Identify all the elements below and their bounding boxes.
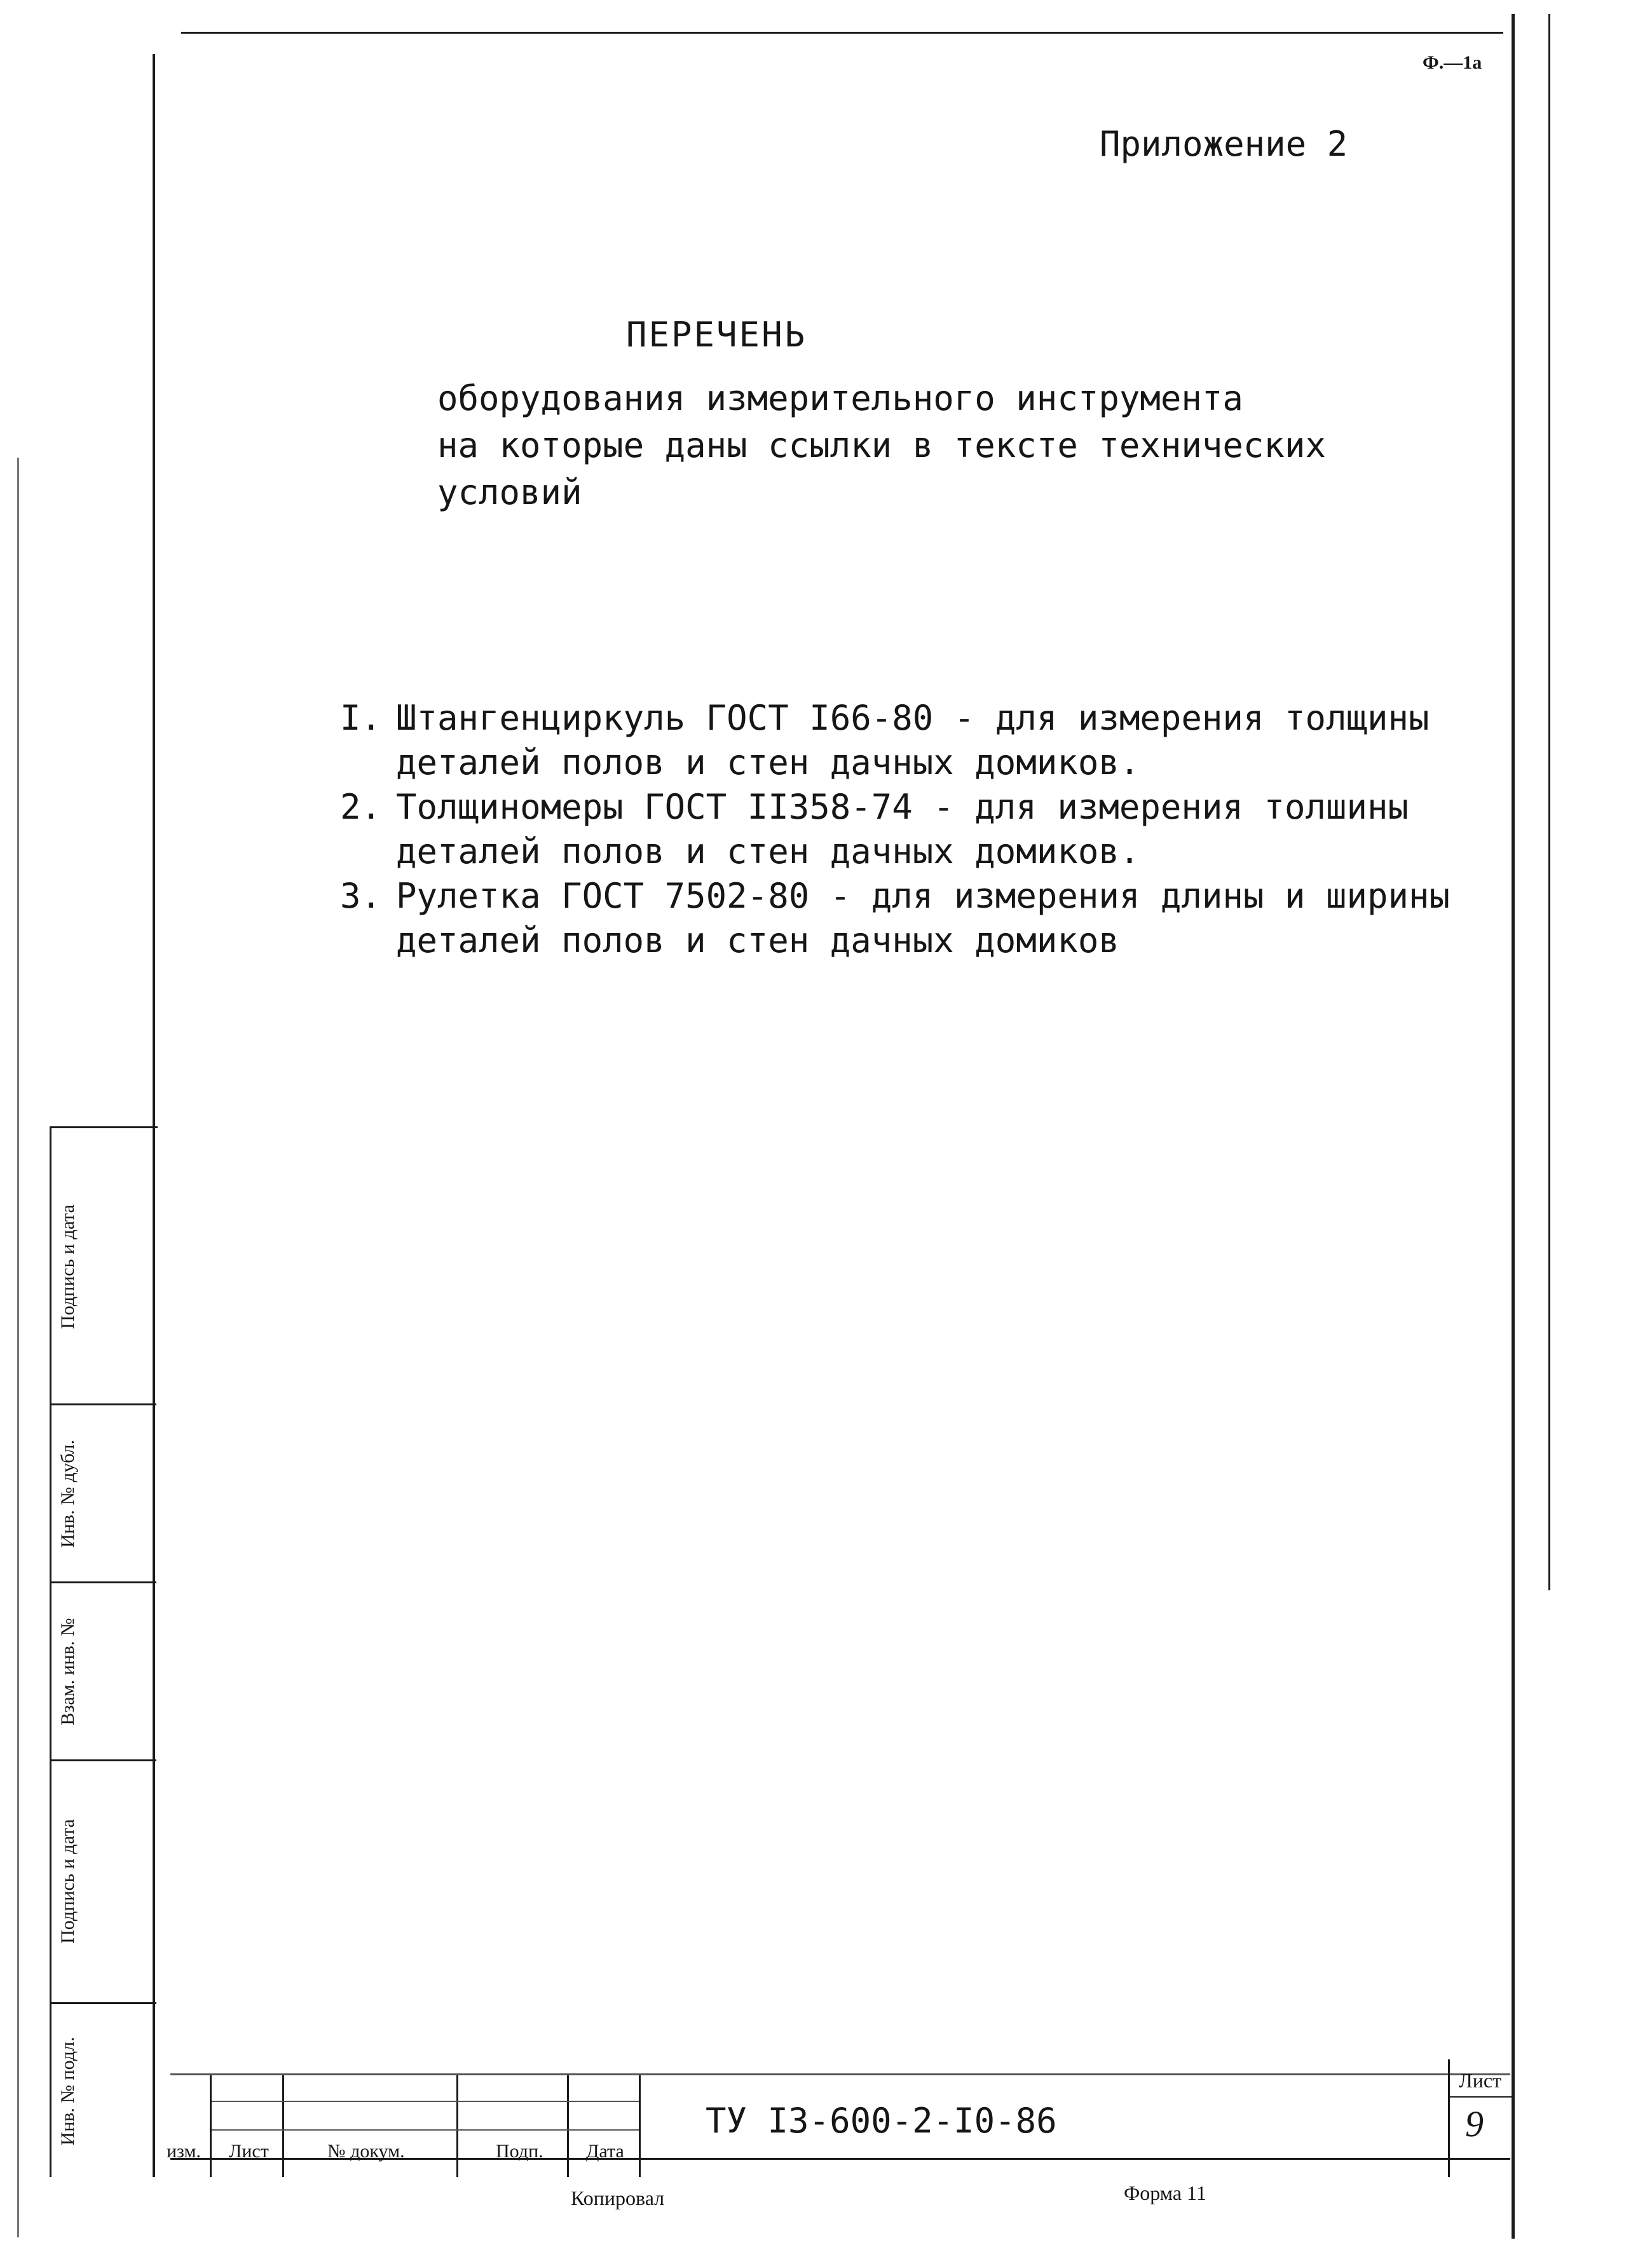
- list-item-text: Толщиномеры ГОСТ II358-74 - для измерения толшины деталей полов и стен дачных домиков.: [396, 787, 1409, 871]
- list-item: [340, 874, 1451, 963]
- frame-top-line: [181, 32, 1503, 34]
- form-format-label: Форма 11: [1124, 2181, 1206, 2204]
- list-item-text: Штангенциркуль ГОСТ I66-80 - для измерения толщины деталей полов и стен дачных домиков.: [396, 698, 1430, 782]
- stamp-original-inventory: Инв. № подл.: [57, 2037, 78, 2146]
- form-code: Ф.—1а: [1423, 52, 1482, 73]
- page-left-edge: [17, 458, 19, 2237]
- stamp-replacement-inventory: Взам. инв. №: [57, 1618, 78, 1726]
- list-item: [340, 696, 1451, 785]
- copied-label: Копировал: [571, 2187, 665, 2209]
- stamp-signature-date: Подпись и дата: [57, 1204, 78, 1329]
- frame-right-line: [1512, 14, 1515, 2239]
- appendix-label: Приложение 2: [1100, 124, 1348, 164]
- sheet-label: Лист: [1459, 2069, 1502, 2092]
- list-item: [340, 785, 1451, 874]
- list-item-text: Рулетка ГОСТ 7502-80 - для измерения длины и ширины деталей полов и стен дачных домиков: [396, 876, 1451, 960]
- frame-left-line: [153, 54, 155, 2177]
- stamp-duplicate-inventory: Инв. № дубл.: [57, 1440, 78, 1548]
- col-signature: Подп.: [496, 2141, 543, 2162]
- list-item-number: 2.: [340, 787, 382, 827]
- col-doc-number: № докум.: [327, 2141, 405, 2162]
- sheet-number: 9: [1465, 2103, 1484, 2145]
- document-subtitle: оборудования измерительного инструмента на которые даны ссылки в тексте технических условий: [437, 378, 1326, 512]
- col-change: изм.: [167, 2141, 201, 2162]
- document-title: ПЕРЕЧЕНЬ: [626, 315, 807, 355]
- col-date: Дата: [586, 2141, 624, 2162]
- list-item-number: I.: [340, 698, 382, 738]
- document-designation: ТУ I3-600-2-I0-86: [706, 2101, 1057, 2141]
- stamp-signature-date-2: Подпись и дата: [57, 1819, 78, 1944]
- list-item-number: 3.: [340, 876, 382, 916]
- col-sheet: Лист: [229, 2141, 269, 2162]
- frame-right-outer-line: [1548, 14, 1550, 1590]
- instrument-list: [340, 696, 1451, 963]
